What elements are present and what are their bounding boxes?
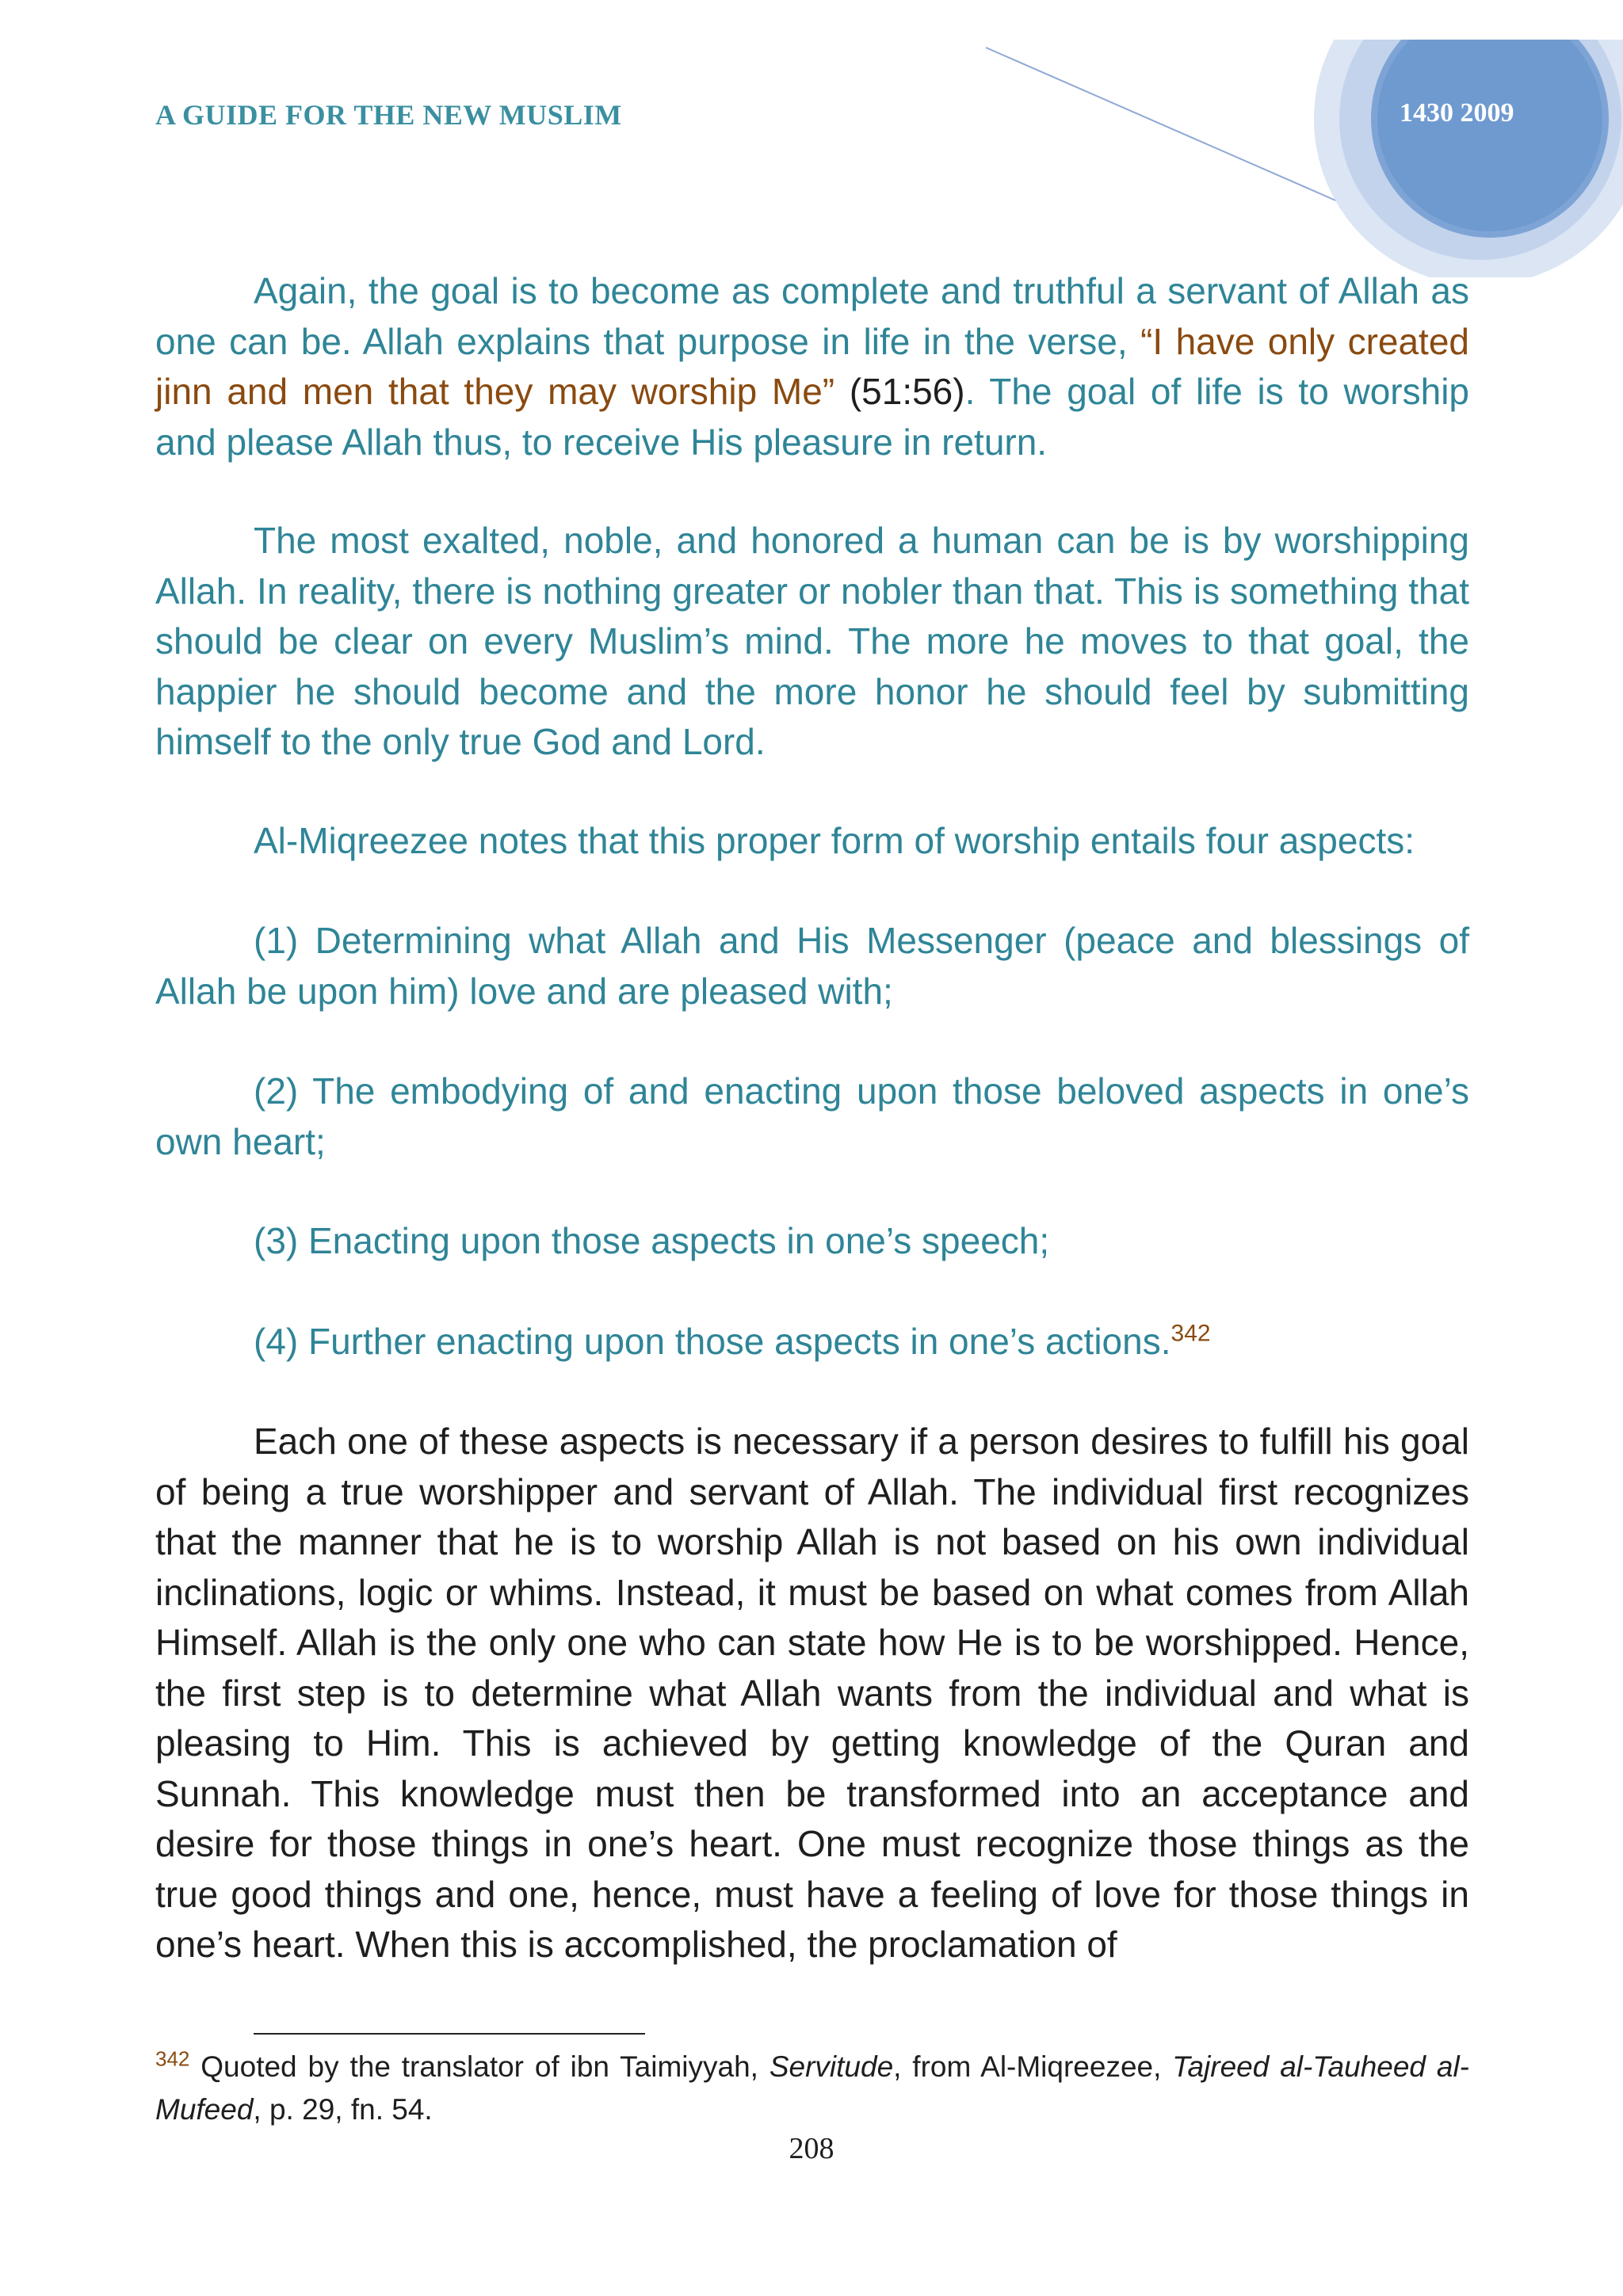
paragraph-each-aspect: Each one of these aspects is necessary if a person desires to fulfill his goal of being a true worshipper and servant of Allah. The individual first recognizes that the manner that he is to worship Allah is not based on his own individual inclinations, logic or whims. Instead, it must be based on what comes from Allah Himself. Allah is the only one who can state how He is to be worshipped. Hence, the first step is to determine what Allah wants from the individual and what is pleasing to Him. This is achieved by getting knowledge of the Quran and Sunnah. This knowledge must then be transformed into an acceptance and desire for those things in one’s heart. One must recognize those things as the true good things and one, hence, must have a feeling of love for those things in one’s heart. When this is accomplished, the proclamation of: [155, 1421, 1469, 1965]
footnote-separator: [254, 2033, 645, 2035]
list-item-aspect-1: (1) Determining what Allah and His Messenger (peace and blessings of Allah be upon him) love and are pleased with;: [155, 920, 1469, 1012]
footnote-text: Quoted by the translator of ibn Taimiyyah,: [189, 2050, 769, 2083]
running-header-year: 1430 2009: [1400, 98, 1514, 128]
paragraph-goal-text-2: . The goal of life is to worship and please Allah thus, to receive His pleasure in return.: [155, 371, 1470, 463]
running-header-title: A GUIDE FOR THE NEW MUSLIM: [155, 99, 622, 131]
header-circle-decoration: [975, 40, 1623, 277]
list-item-aspect-3: (3) Enacting upon those aspects in one’s speech;: [254, 1220, 1050, 1261]
footnote-text: , from Al-Miqreezee,: [893, 2050, 1173, 2083]
footnote-reference[interactable]: 342: [1170, 1320, 1211, 1347]
footnote: [155, 2046, 1469, 2131]
footnote-number: 342: [155, 2046, 190, 2071]
footnote-title-servitude: Servitude: [769, 2050, 894, 2083]
list-item-aspect-4-text: (4) Further enacting upon those aspects in one’s actions.: [254, 1321, 1171, 1362]
paragraph-goal: [155, 266, 1469, 467]
list-item-aspect-4: [155, 1317, 1469, 1367]
paragraph-exalted: The most exalted, noble, and honored a human can be is by worshipping Allah. In reality, there is nothing greater or nobler than that. This is something that should be clear on every Muslim’s mind. The more he moves to that goal, the happier he should become and the more honor he should feel by submitting himself to the only true God and Lord.: [155, 520, 1469, 762]
quran-quote: “I have only created jinn and men that they may worship Me”: [155, 320, 1469, 412]
page-number: 208: [789, 2132, 834, 2165]
footnote-text: , p. 29, fn. 54.: [253, 2093, 433, 2126]
paragraph-four-aspects-intro: Al-Miqreezee notes that this proper form of worship entails four aspects:: [254, 820, 1415, 861]
footnote-title-tajreed: Tajreed al-Tauheed al-Mufeed: [155, 2050, 1469, 2126]
list-item-aspect-2: (2) The embodying of and enacting upon those beloved aspects in one’s own heart;: [155, 1070, 1469, 1162]
paragraph-goal-text-1: Again, the goal is to become as complete and truthful a servant of Allah as one can be. Allah explains that purpose in life in the verse,: [155, 270, 1469, 362]
verse-reference: (51:56): [834, 371, 965, 412]
